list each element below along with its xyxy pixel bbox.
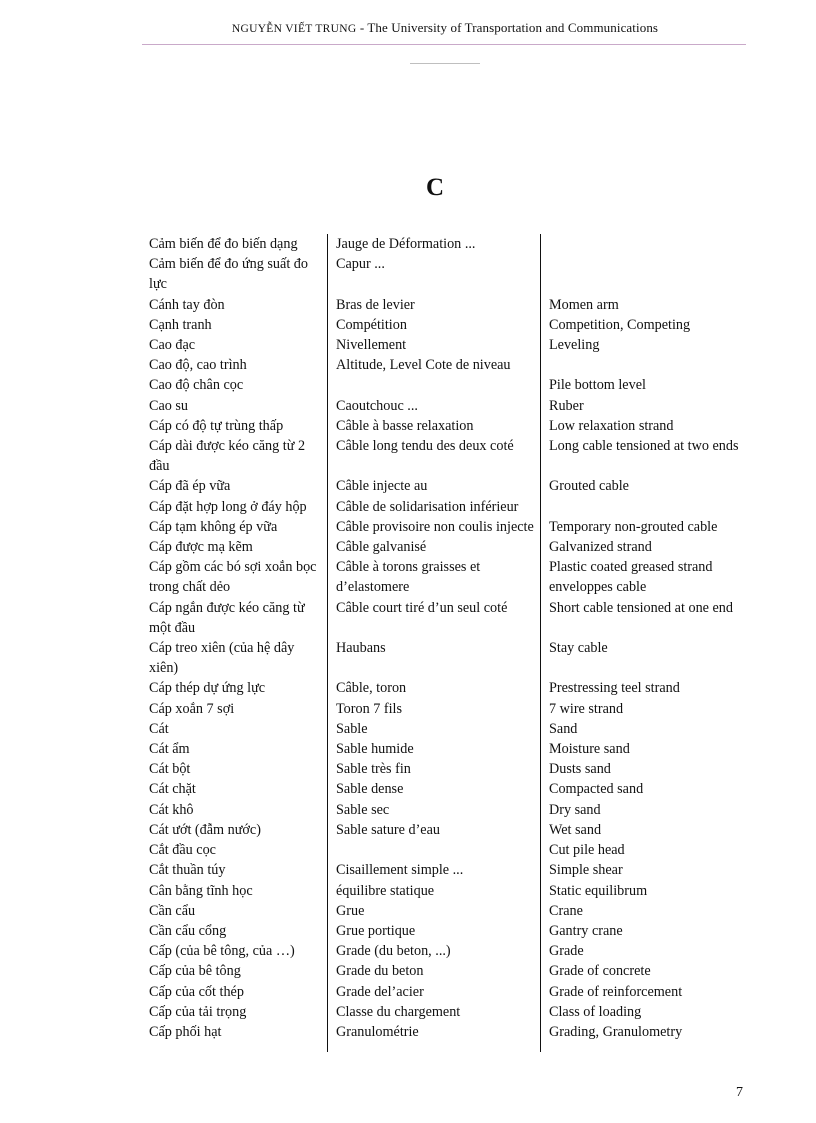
french-term: Câble à basse relaxation (327, 416, 540, 436)
french-term: Sable humide (327, 739, 540, 759)
glossary-table (149, 234, 739, 1052)
glossary-row (149, 375, 739, 395)
page-number: 7 (736, 1085, 743, 1100)
vietnamese-term: Cát ẩm (149, 741, 190, 758)
french-term: équilibre statique (327, 881, 540, 901)
glossary-row (149, 1002, 739, 1022)
english-term: Dusts sand (540, 759, 739, 779)
english-term: Grading, Granulometry (540, 1022, 739, 1052)
glossary-row (149, 921, 739, 941)
french-term: Granulométrie (327, 1022, 540, 1052)
glossary-row (149, 638, 739, 678)
english-term: Stay cable (540, 638, 739, 678)
vietnamese-term: Cấp phối hạt (149, 1023, 222, 1040)
section-letter: C (425, 174, 445, 201)
english-term: Static equilibrum (540, 881, 739, 901)
english-term (540, 355, 739, 375)
glossary-row (149, 941, 739, 961)
vietnamese-term: Cáp đã ép vữa (149, 478, 231, 495)
glossary-row (149, 234, 739, 254)
vietnamese-term: Cắt thuần túy (149, 862, 226, 879)
french-term: Nivellement (327, 335, 540, 355)
vietnamese-term: Cấp (của bê tông, của …) (149, 943, 295, 960)
header-rule (142, 44, 746, 45)
glossary-row (149, 557, 739, 597)
glossary-row (149, 254, 739, 294)
glossary-row (149, 335, 739, 355)
english-term: Moisture sand (540, 739, 739, 759)
glossary-row (149, 598, 739, 638)
vietnamese-term: Cáp xoắn 7 sợi (149, 700, 235, 717)
vietnamese-term: Cân bằng tĩnh học (149, 882, 253, 899)
english-term: 7 wire strand (540, 699, 739, 719)
vietnamese-term: Cát ướt (đẫm nước) (149, 821, 261, 838)
glossary-row (149, 396, 739, 416)
french-term (327, 375, 540, 395)
vietnamese-term: Cát chặt (149, 781, 196, 798)
french-term (327, 840, 540, 860)
english-term: Class of loading (540, 1002, 739, 1022)
vietnamese-term: Cấp của tải trọng (149, 1003, 247, 1020)
english-term: Wet sand (540, 820, 739, 840)
english-term: Sand (540, 719, 739, 739)
french-term: Sable très fin (327, 759, 540, 779)
header-author: NGUYỄN VIẾT TRUNG (231, 23, 357, 35)
english-term: Momen arm (540, 295, 739, 315)
glossary-row (149, 1022, 739, 1052)
glossary-row (149, 800, 739, 820)
french-term: Grue (327, 901, 540, 921)
english-term: Grade of reinforcement (540, 982, 739, 1002)
vietnamese-term: Cạnh tranh (149, 316, 212, 333)
english-term: Short cable tensioned at one end (540, 598, 739, 638)
french-term: Câble court tiré d’un seul coté (327, 598, 540, 638)
vietnamese-term: Cảm biến để đo ứng suất đo lực (149, 256, 308, 293)
vietnamese-term: Cao độ chân cọc (149, 377, 244, 394)
glossary-row (149, 295, 739, 315)
glossary-row (149, 961, 739, 981)
glossary-row (149, 759, 739, 779)
glossary-row (149, 476, 739, 496)
english-term: Gantry crane (540, 921, 739, 941)
english-term: Cut pile head (540, 840, 739, 860)
glossary-row (149, 517, 739, 537)
english-term: Grade (540, 941, 739, 961)
header-separator: - (356, 20, 368, 35)
french-term: Altitude, Level Cote de niveau (327, 355, 540, 375)
french-term: Sable sature d’eau (327, 820, 540, 840)
vietnamese-term: Cảm biến để đo biến dạng (149, 236, 298, 252)
page-header (0, 20, 816, 36)
glossary-row (149, 355, 739, 375)
vietnamese-term: Cao độ, cao trình (149, 357, 247, 374)
vietnamese-term: Cần cẩu cổng (149, 922, 227, 939)
vietnamese-term: Cáp ngắn được kéo căng từ một đầu (149, 599, 305, 636)
glossary-row (149, 497, 739, 517)
glossary-row (149, 779, 739, 799)
english-term: Plastic coated greased strand enveloppes cable (540, 557, 739, 597)
vietnamese-term: Cáp treo xiên (của hệ dây xiên) (149, 640, 295, 677)
english-term: Prestressing teel strand (540, 678, 739, 698)
english-term: Long cable tensioned at two ends (540, 436, 739, 476)
glossary-row (149, 739, 739, 759)
english-term: Simple shear (540, 860, 739, 880)
glossary-row (149, 315, 739, 335)
glossary-row (149, 982, 739, 1002)
french-term: Toron 7 fils (327, 699, 540, 719)
english-term: Competition, Competing (540, 315, 739, 335)
glossary-row (149, 537, 739, 557)
vietnamese-term: Cát bột (149, 761, 191, 778)
vietnamese-term: Cáp có độ tự trùng thấp (149, 417, 284, 434)
french-term: Capur ... (327, 254, 540, 294)
french-term: Grade (du beton, ...) (327, 941, 540, 961)
glossary-row (149, 820, 739, 840)
glossary-row (149, 901, 739, 921)
french-term: Sable sec (327, 800, 540, 820)
vietnamese-term: Cao su (149, 397, 189, 414)
english-term (540, 497, 739, 517)
vietnamese-term: Cáp dài được kéo căng từ 2 đầu (149, 438, 306, 475)
french-term: Câble long tendu des deux coté (327, 436, 540, 476)
english-term: Ruber (540, 396, 739, 416)
header-subrule (410, 63, 480, 64)
french-term: Câble, toron (327, 678, 540, 698)
vietnamese-term: Cắt đầu cọc (149, 842, 216, 859)
glossary-row (149, 436, 739, 476)
french-term: Grade du beton (327, 961, 540, 981)
french-term: Classe du chargement (327, 1002, 540, 1022)
french-term: Câble de solidarisation inférieur (327, 497, 540, 517)
french-term: Grade del’acier (327, 982, 540, 1002)
english-term: Pile bottom level (540, 375, 739, 395)
vietnamese-term: Cáp gồm các bó sợi xoắn bọc trong chất dẻo (149, 559, 317, 596)
glossary-row (149, 719, 739, 739)
english-term: Low relaxation strand (540, 416, 739, 436)
vietnamese-term: Cánh tay đòn (149, 296, 225, 313)
vietnamese-term: Cáp thép dự ứng lực (149, 680, 266, 697)
french-term: Sable (327, 719, 540, 739)
vietnamese-term: Cao đạc (149, 337, 196, 354)
french-term: Cisaillement simple ... (327, 860, 540, 880)
english-term: Galvanized strand (540, 537, 739, 557)
french-term: Câble à torons graisses et d’elastomere (327, 557, 540, 597)
glossary-row (149, 840, 739, 860)
vietnamese-term: Cấp của cốt thép (149, 983, 244, 1000)
glossary-row (149, 860, 739, 880)
glossary-row (149, 678, 739, 698)
glossary-row (149, 416, 739, 436)
french-term: Caoutchouc ... (327, 396, 540, 416)
vietnamese-term: Cáp tạm không ép vữa (149, 518, 278, 535)
english-term: Dry sand (540, 800, 739, 820)
glossary-row (149, 881, 739, 901)
french-term: Compétition (327, 315, 540, 335)
vietnamese-term: Cáp được mạ kẽm (149, 539, 253, 556)
header-institution: The University of Transportation and Communications (367, 20, 659, 35)
french-term: Câble injecte au (327, 476, 540, 496)
vietnamese-term: Cát khô (149, 801, 194, 818)
english-term: Crane (540, 901, 739, 921)
french-term: Câble galvanisé (327, 537, 540, 557)
french-term: Grue portique (327, 921, 540, 941)
glossary-row (149, 699, 739, 719)
english-term: Temporary non-grouted cable (540, 517, 739, 537)
french-term: Jauge de Déformation ... (327, 234, 540, 254)
french-term: Bras de levier (327, 295, 540, 315)
english-term: Grade of concrete (540, 961, 739, 981)
english-term: Grouted cable (540, 476, 739, 496)
french-term: Sable dense (327, 779, 540, 799)
english-term (540, 234, 739, 254)
english-term (540, 254, 739, 294)
vietnamese-term: Cần cẩu (149, 902, 196, 919)
french-term: Câble provisoire non coulis injecte (327, 517, 540, 537)
french-term: Haubans (327, 638, 540, 678)
vietnamese-term: Cáp đặt hợp long ở đáy hộp (149, 498, 307, 515)
english-term: Compacted sand (540, 779, 739, 799)
vietnamese-term: Cấp của bê tông (149, 963, 241, 980)
vietnamese-term: Cát (149, 720, 169, 737)
english-term: Leveling (540, 335, 739, 355)
